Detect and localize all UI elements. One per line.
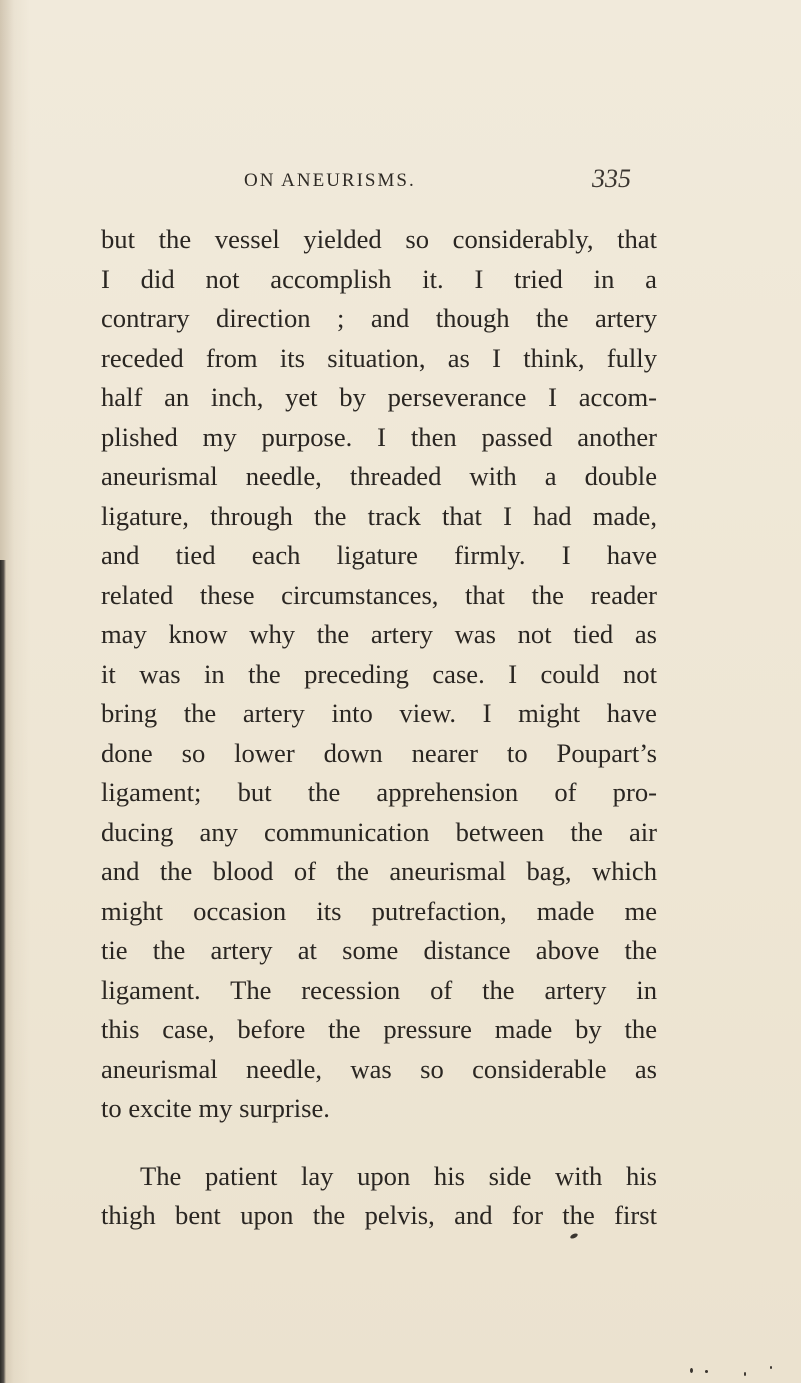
text-line: aneurismal needle, was so considerable as bbox=[101, 1053, 657, 1084]
text-line: related these circumstances, that the reader bbox=[101, 579, 657, 610]
text-line: receded from its situation, as I think, fully bbox=[101, 342, 657, 373]
paragraph-spacer bbox=[101, 1129, 657, 1157]
text-line: it was in the preceding case. I could not bbox=[101, 658, 657, 689]
text-line: ligature, through the track that I had made, bbox=[101, 500, 657, 531]
text-line: may know why the artery was not tied as bbox=[101, 619, 657, 649]
text-line: and tied each ligature firmly. I have bbox=[101, 540, 657, 570]
running-header bbox=[0, 164, 801, 194]
paragraph-1 bbox=[101, 220, 657, 1129]
ink-speck bbox=[744, 1372, 746, 1376]
page-gutter-shadow bbox=[0, 560, 6, 1383]
text-line: contrary direction ; and though the artery bbox=[101, 303, 657, 333]
ink-speck bbox=[770, 1366, 772, 1369]
text-line: might occasion its putrefaction, made me bbox=[101, 895, 657, 926]
text-line: ducing any communication between the air bbox=[101, 816, 657, 847]
text-line: done so lower down nearer to Poupart’s bbox=[101, 737, 657, 768]
running-title: ON ANEURISMS. bbox=[244, 170, 416, 191]
paragraph-2 bbox=[101, 1157, 657, 1236]
text-line: tie the artery at some distance above the bbox=[101, 935, 657, 965]
text-line: thigh bent upon the pelvis, and for the first bbox=[101, 1200, 657, 1230]
text-line: The patient lay upon his side with his bbox=[140, 1160, 657, 1191]
text-line: to excite my surprise. bbox=[101, 1093, 330, 1123]
text-line: I did not accomplish it. I tried in a bbox=[101, 263, 657, 294]
text-line: and the blood of the aneurismal bag, which bbox=[101, 856, 657, 886]
text-line: plished my purpose. I then passed another bbox=[101, 421, 657, 452]
text-line: but the vessel yielded so considerably, that bbox=[101, 224, 657, 254]
ink-speck bbox=[705, 1370, 708, 1373]
page-number: 335 bbox=[592, 164, 631, 193]
text-line: half an inch, yet by perseverance I accom- bbox=[101, 382, 657, 412]
text-line: ligament; but the apprehension of pro- bbox=[101, 777, 657, 807]
text-line: ligament. The recession of the artery in bbox=[101, 974, 657, 1005]
body-text bbox=[101, 220, 657, 1236]
ink-speck bbox=[690, 1368, 693, 1373]
text-line: bring the artery into view. I might have bbox=[101, 698, 657, 728]
text-line: this case, before the pressure made by the bbox=[101, 1014, 657, 1044]
text-line: aneurismal needle, threaded with a double bbox=[101, 461, 657, 491]
